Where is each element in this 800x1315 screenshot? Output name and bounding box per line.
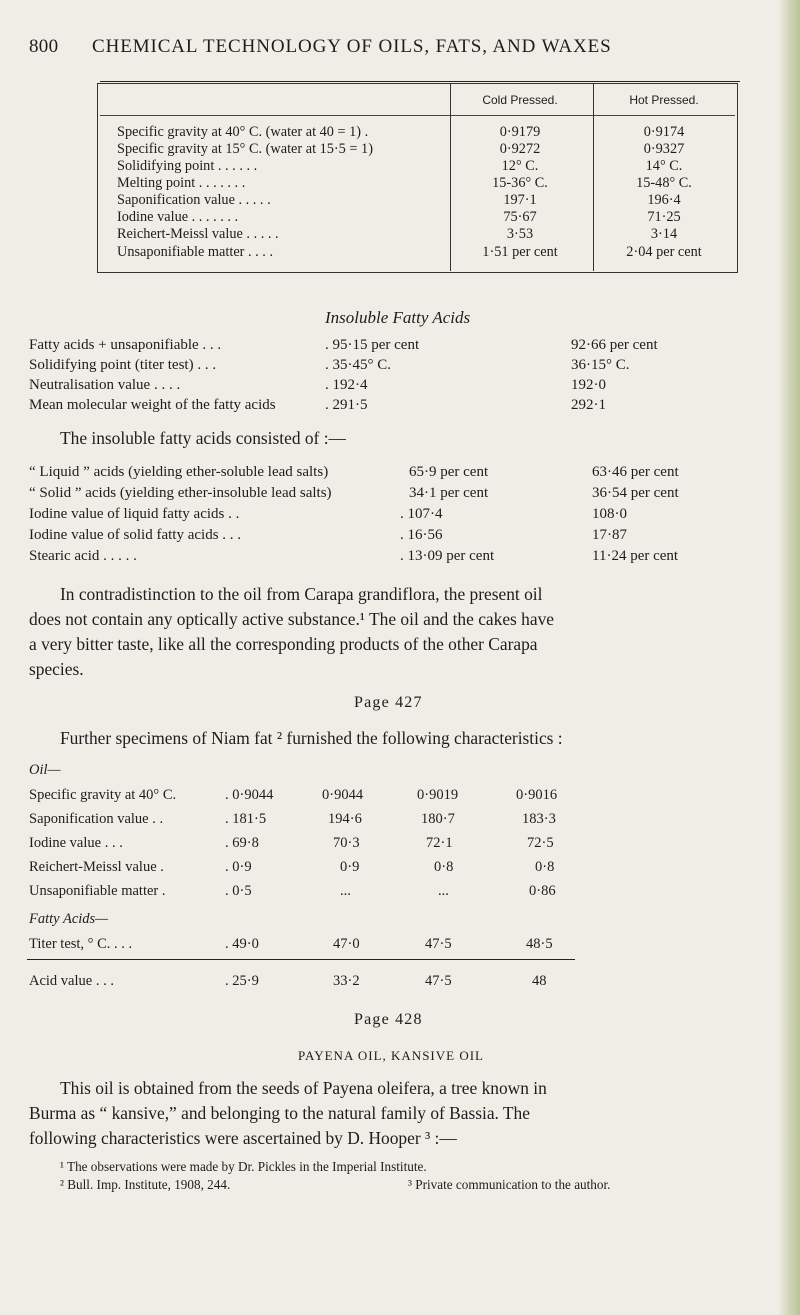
- running-title: CHEMICAL TECHNOLOGY OF OILS, FATS, AND WAXES: [92, 36, 612, 57]
- row-label: Unsaponifiable matter .: [29, 883, 166, 899]
- value-col-2: ...: [340, 883, 351, 899]
- paragraph-line: species.: [29, 659, 84, 679]
- value-col-3: 47·5: [425, 973, 452, 989]
- row-value-cold: 65·9 per cent: [409, 464, 489, 480]
- table-row-label: Specific gravity at 40° C. (water at 40 = 1) .: [117, 124, 369, 140]
- row-value-cold: . 13·09 per cent: [400, 548, 495, 564]
- column-header-hot: Hot Pressed.: [629, 93, 699, 107]
- value-col-1: . 0·9: [225, 859, 252, 875]
- table-cell-cold: 197·1: [503, 192, 537, 208]
- section-heading-page-427: Page 427: [354, 694, 423, 711]
- row-label: Titer test, ° C. . . .: [29, 936, 133, 952]
- row-value-cold: . 192·4: [325, 377, 368, 393]
- paragraph-line: This oil is obtained from the seeds of Payena oleifera, a tree known in: [60, 1078, 547, 1098]
- paragraph-line: does not contain any optically active substance.¹ The oil and the cakes have: [29, 609, 554, 629]
- row-label: Acid value . . .: [29, 973, 114, 989]
- row-label: “ Liquid ” acids (yielding ether-soluble lead salts): [29, 464, 329, 480]
- value-col-4: 72·5: [527, 835, 554, 851]
- table-row-label: Melting point . . . . . . .: [117, 175, 246, 191]
- value-col-2: 0·9044: [322, 787, 364, 803]
- column-header-cold: Cold Pressed.: [482, 93, 558, 107]
- row-label: “ Solid ” acids (yielding ether-insoluble lead salts): [29, 485, 332, 501]
- value-col-1: . 0·9044: [225, 787, 274, 803]
- value-col-4: 48: [532, 973, 547, 989]
- value-col-2: 70·3: [333, 835, 360, 851]
- value-col-3: 180·7: [421, 811, 455, 827]
- row-value-hot: 292·1: [571, 397, 606, 413]
- row-value-hot: 36·15° C.: [571, 357, 630, 373]
- value-col-4: 0·8: [535, 859, 555, 875]
- paragraph-line: following characteristics were ascertained by D. Hooper ³ :—: [29, 1128, 457, 1148]
- table-cell-hot: 0·9327: [643, 141, 685, 157]
- table-cell-cold: 0·9272: [499, 141, 541, 157]
- consisted-text: The insoluble fatty acids consisted of :—: [60, 428, 346, 448]
- row-value-hot: 108·0: [592, 506, 627, 522]
- payena-subheading: PAYENA OIL, KANSIVE OIL: [298, 1048, 484, 1063]
- table-rule: [27, 959, 575, 960]
- row-value-cold: . 16·56: [400, 527, 443, 543]
- value-col-3: 47·5: [425, 936, 452, 952]
- table-cell-cold: 12° C.: [501, 158, 539, 174]
- table-row-label: Solidifying point . . . . . .: [117, 158, 258, 174]
- row-value-hot: 63·46 per cent: [592, 464, 679, 480]
- value-col-4: 0·9016: [516, 787, 558, 803]
- row-label: Stearic acid . . . . .: [29, 548, 137, 564]
- value-col-2: 33·2: [333, 973, 360, 989]
- value-col-2: 0·9: [340, 859, 360, 875]
- table-row-label: Saponification value . . . . .: [117, 192, 271, 208]
- table-cell-hot: 0·9174: [643, 124, 685, 140]
- section-title: Insoluble Fatty Acids: [325, 308, 471, 327]
- table-cell-hot: 3·14: [650, 226, 678, 242]
- row-value-hot: 92·66 per cent: [571, 337, 658, 353]
- row-label: Mean molecular weight of the fatty acids: [29, 397, 276, 413]
- value-col-3: ...: [438, 883, 449, 899]
- row-label: Solidifying point (titer test) . . .: [29, 357, 217, 373]
- table-column-divider: [450, 83, 451, 271]
- table-cell-cold: 1·51 per cent: [482, 244, 558, 260]
- value-col-2: 47·0: [333, 936, 360, 952]
- value-col-4: 0·86: [529, 883, 556, 899]
- paragraph-line: Burma as “ kansive,” and belonging to the natural family of Bassia. The: [29, 1103, 530, 1123]
- page-edge-shadow: [778, 0, 800, 1315]
- footnote-1: ¹ The observations were made by Dr. Pickles in the Imperial Institute.: [60, 1159, 427, 1174]
- row-value-cold: . 95·15 per cent: [325, 337, 420, 353]
- table-cell-hot: 14° C.: [645, 158, 683, 174]
- row-label: Iodine value . . .: [29, 835, 123, 851]
- table-cell-cold: 15-36° C.: [492, 175, 548, 191]
- fatty-acids-subheading: Fatty Acids—: [29, 911, 109, 927]
- value-col-4: 183·3: [522, 811, 556, 827]
- value-col-3: 0·9019: [417, 787, 459, 803]
- row-label: Iodine value of solid fatty acids . . .: [29, 527, 242, 543]
- value-col-1: . 25·9: [225, 973, 259, 989]
- table-top-rule: [100, 81, 740, 82]
- value-col-1: . 69·8: [225, 835, 259, 851]
- row-label: Saponification value . .: [29, 811, 164, 827]
- row-value-hot: 192·0: [571, 377, 606, 393]
- row-value-hot: 36·54 per cent: [592, 485, 679, 501]
- oil-subheading: Oil—: [29, 762, 61, 778]
- row-value-cold: . 35·45° C.: [325, 357, 391, 373]
- table-cell-hot: 196·4: [647, 192, 681, 208]
- value-col-3: 72·1: [426, 835, 453, 851]
- table-cell-cold: 0·9179: [499, 124, 541, 140]
- value-col-4: 48·5: [526, 936, 553, 952]
- row-label: Fatty acids + unsaponifiable . . .: [29, 337, 222, 353]
- table-header-rule: [100, 115, 735, 116]
- table-row-label: Iodine value . . . . . . .: [117, 209, 239, 225]
- table-cell-cold: 3·53: [506, 226, 534, 242]
- row-value-hot: 11·24 per cent: [592, 548, 679, 564]
- row-value-cold: . 107·4: [400, 506, 443, 522]
- table-row-label: Unsaponifiable matter . . . .: [117, 244, 274, 260]
- row-value-hot: 17·87: [592, 527, 627, 543]
- row-label: Neutralisation value . . . .: [29, 377, 181, 393]
- paragraph-line: a very bitter taste, like all the corresponding products of the other Carapa: [29, 634, 538, 654]
- table-column-divider: [593, 83, 594, 271]
- table-row-label: Reichert-Meissl value . . . . .: [117, 226, 279, 242]
- row-value-cold: . 291·5: [325, 397, 368, 413]
- footnote-3: ³ Private communication to the author.: [408, 1177, 611, 1192]
- row-label: Specific gravity at 40° C.: [29, 787, 177, 803]
- value-col-3: 0·8: [434, 859, 454, 875]
- value-col-1: . 49·0: [225, 936, 259, 952]
- value-col-1: . 181·5: [225, 811, 267, 827]
- niam-intro: Further specimens of Niam fat ² furnished the following characteristics :: [60, 728, 563, 748]
- value-col-2: 194·6: [328, 811, 362, 827]
- value-col-1: . 0·5: [225, 883, 252, 899]
- section-heading-page-428: Page 428: [354, 1011, 423, 1028]
- page-number: 800: [29, 36, 59, 57]
- row-label: Reichert-Meissl value .: [29, 859, 164, 875]
- footnote-2: ² Bull. Imp. Institute, 1908, 244.: [60, 1177, 231, 1192]
- row-value-cold: 34·1 per cent: [409, 485, 489, 501]
- table-cell-hot: 15-48° C.: [636, 175, 692, 191]
- table-cell-cold: 75·67: [503, 209, 537, 225]
- row-label: Iodine value of liquid fatty acids . .: [29, 506, 240, 522]
- table-cell-hot: 2·04 per cent: [626, 244, 702, 260]
- paragraph-line: In contradistinction to the oil from Carapa grandiflora, the present oil: [60, 584, 543, 604]
- table-cell-hot: 71·25: [647, 209, 681, 225]
- table-row-label: Specific gravity at 15° C. (water at 15·5 = 1): [117, 141, 373, 157]
